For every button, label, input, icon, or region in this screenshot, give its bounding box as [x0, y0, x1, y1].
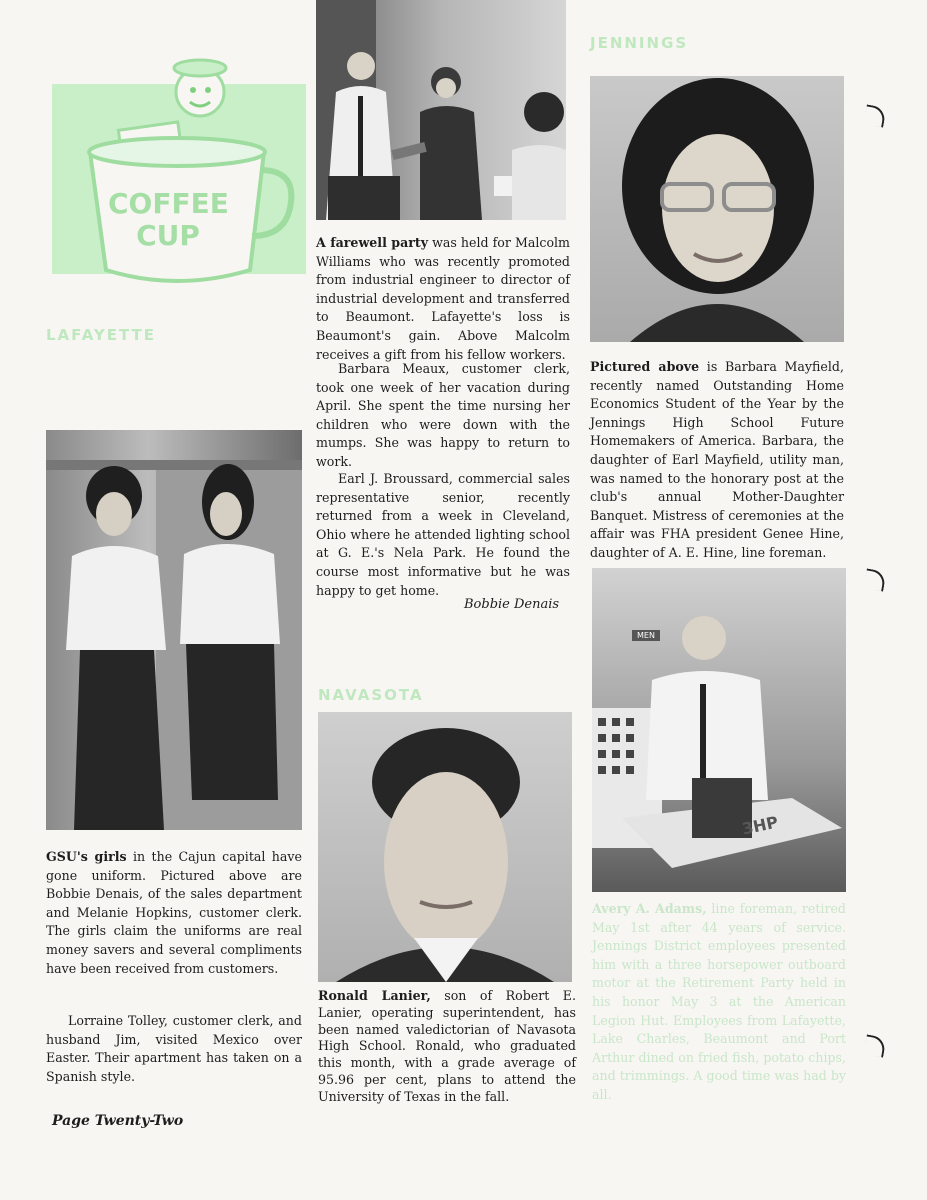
barbara-mayfield-photo: [590, 76, 844, 342]
section-jennings: JENNINGS: [590, 34, 689, 52]
coffee-cup-logo: [52, 40, 306, 292]
gsu-girls-body: in the Cajun capital have gone uniform. Pictured above are Bobbie Denais, of the sales department and Melanie Hopkins, customer clerk. The girls claim the uniforms are real money savers and several compliments have been received from customers.: [46, 849, 302, 976]
lanier-article: [318, 988, 576, 1106]
gsu-girls-lead: GSU's girls: [46, 849, 127, 864]
broussard-article: Earl J. Broussard, commercial sales representative senior, recently returned from a week in Cleveland, Ohio where he attended lighting school at G. E.'s Nela Park. He found the course most informative but he was happy to get home.: [316, 471, 570, 598]
avery-adams-photo: [592, 568, 846, 892]
byline: Bobbie Denais: [464, 597, 560, 612]
binder-hole-top: [863, 104, 886, 127]
motor-label: 3HP: [740, 812, 780, 839]
tolley-article: Lorraine Tolley, customer clerk, and husband Jim, visited Mexico over Easter. Their apartment has taken on a Spanish style.: [46, 1013, 302, 1084]
farewell-party-photo: [316, 0, 566, 220]
page-number: Page Twenty-Two: [52, 1113, 184, 1129]
mayfield-body: is Barbara Mayfield, recently named Outstanding Home Economics Student of the Year by the Jennings High School Future Homemakers of America. Barbara, the daughter of Earl Mayfield, utility man, was named to the honorary post at the club's annual Mother-Daughter Banquet. Mistress of ceremonies at the affair was FHA president Genee Hine, daughter of A. E. Hine, line foreman.: [590, 359, 844, 560]
lanier-lead: Ronald Lanier,: [318, 988, 431, 1003]
lanier-body: son of Robert E. Lanier, operating superintendent, has been named valedictorian of Navasota High School. Ronald, who graduated this month, with a grade average of 95.96 per cent, plans to attend the University of Texas in the fall.: [318, 988, 576, 1104]
mayfield-lead: Pictured above: [590, 359, 700, 374]
farewell-lead: A farewell party: [316, 235, 429, 250]
gsu-girls-article: [46, 848, 302, 978]
adams-article: [592, 900, 846, 1105]
coffee-cup-title: [108, 188, 228, 252]
meaux-article: Barbara Meaux, customer clerk, took one week of her vacation during April. She spent the time nursing her children who were down with the mumps. She was happy to return to work.: [316, 361, 570, 469]
adams-body: line foreman, retired May 1st after 44 years of service. Jennings District employees presented him with a three horsepower outboard motor at the Retirement Party held in his honor May 3 at the American Legion Hut. Employees from Lafayette, Lake Charles, Beaumont and Port Arthur dined on fried fish, potato chips, and trimmings. A good time was had by all.: [592, 901, 846, 1102]
section-lafayette: LAFAYETTE: [46, 326, 157, 344]
adams-lead: Avery A. Adams,: [592, 901, 707, 916]
ronald-lanier-photo: [318, 712, 572, 982]
coffee-cup-line1: COFFEE: [108, 187, 229, 220]
binder-hole-middle: [863, 568, 886, 591]
sign-label: MEN: [632, 630, 660, 641]
farewell-body: was held for Malcolm Williams who was recently promoted from industrial engineer to director of industrial development and transferred to Beaumont. Lafayette's loss is Beaumont's gain. Above Malcolm receives a gift from his fellow workers.: [316, 235, 570, 362]
binder-hole-bottom: [863, 1034, 886, 1057]
farewell-article: [316, 234, 570, 364]
mayfield-article: [590, 358, 844, 563]
coffee-cup-line2: CUP: [136, 219, 200, 252]
gsu-girls-photo: [46, 430, 302, 830]
section-navasota: NAVASOTA: [318, 686, 424, 704]
